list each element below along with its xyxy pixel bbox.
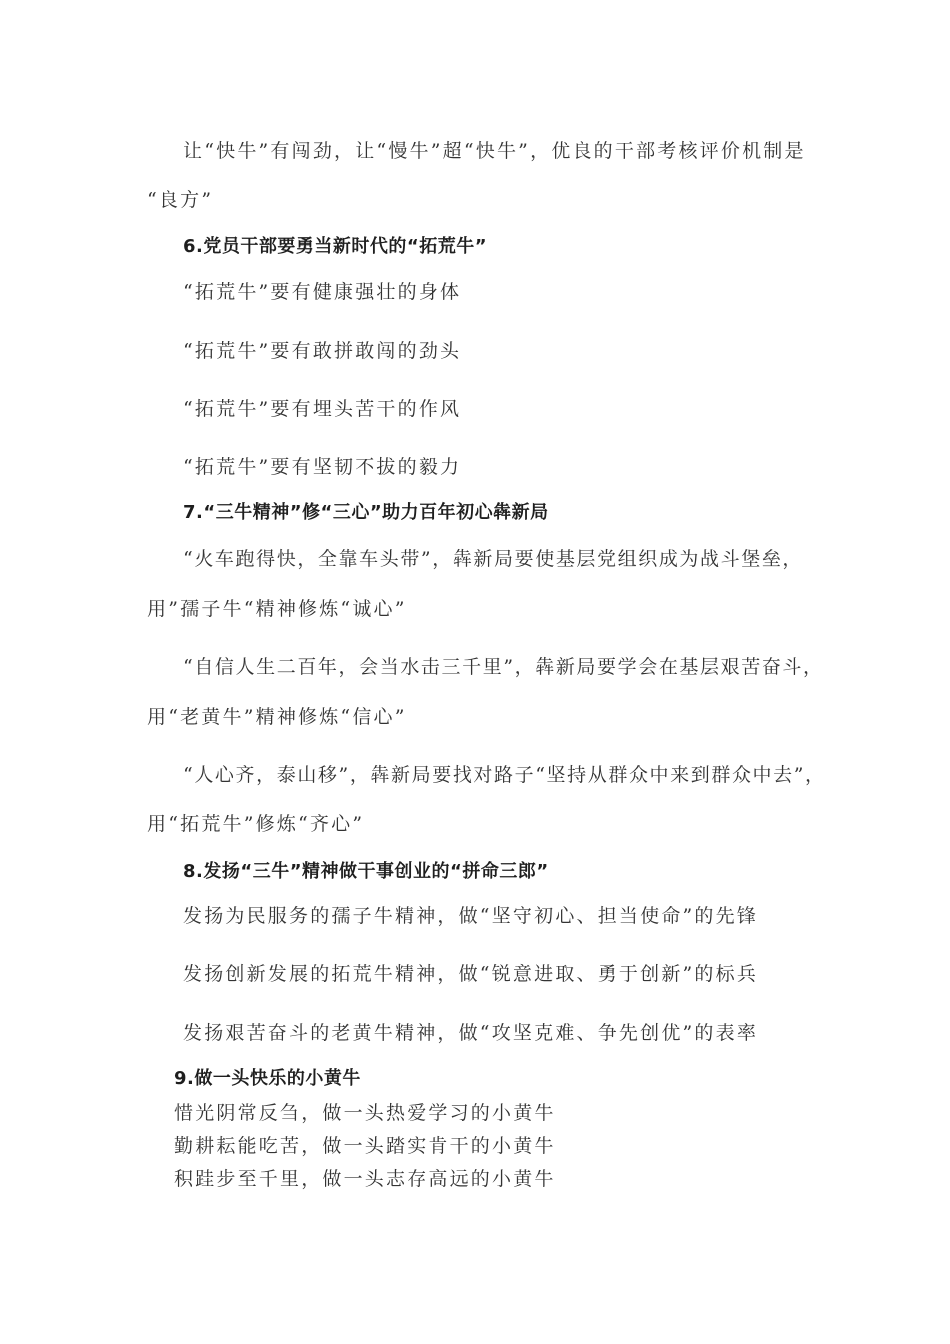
section-7-paragraph-3-line-1: “人心齐，泰山移”，犇新局要找对路子“坚持从群众中来到群众中去”，	[183, 764, 826, 786]
intro-line-2: “良方”	[147, 189, 214, 211]
section-7-paragraph-1-line-2: 用”孺子牛“精神修炼“诚心”	[147, 598, 407, 620]
section-6-item: “拓荒牛”要有埋头苦干的作风	[183, 398, 462, 420]
section-8-item: 发扬艰苦奋斗的老黄牛精神，做“攻坚克难、争先创优”的表率	[183, 1022, 759, 1044]
section-7-paragraph-3-line-2: 用“拓荒牛”修炼“齐心”	[147, 813, 365, 835]
section-6-item: “拓荒牛”要有健康强壮的身体	[183, 281, 462, 303]
section-6-item: “拓荒牛”要有坚韧不拔的毅力	[183, 456, 462, 478]
section-6-heading: 6.党员干部要勇当新时代的“拓荒牛”	[183, 236, 488, 257]
section-9-item: 勤耕耘能吃苦，做一头踏实肯干的小黄牛	[174, 1135, 556, 1157]
section-6-item: “拓荒牛”要有敢拼敢闯的劲头	[183, 340, 462, 362]
section-7-paragraph-2-line-2: 用“老黄牛”精神修炼“信心”	[147, 706, 407, 728]
section-7-paragraph-1-line-1: “火车跑得快，全靠车头带”，犇新局要使基层党组织成为战斗堡垒，	[183, 548, 804, 570]
section-8-heading: 8.发扬“三牛”精神做干事创业的“拼命三郎”	[183, 861, 549, 882]
section-9-item: 积跬步至千里，做一头志存高远的小黄牛	[174, 1168, 556, 1190]
intro-line-1: 让“快牛”有闯劲，让“慢牛”超“快牛”，优良的干部考核评价机制是	[183, 140, 806, 162]
section-9-item: 惜光阴常反刍，做一头热爱学习的小黄牛	[174, 1102, 556, 1124]
section-9-heading: 9.做一头快乐的小黄牛	[174, 1068, 361, 1089]
section-7-paragraph-2-line-1: “自信人生二百年，会当水击三千里”，犇新局要学会在基层艰苦奋斗，	[183, 656, 824, 678]
section-8-item: 发扬为民服务的孺子牛精神，做“坚守初心、担当使命”的先锋	[183, 905, 759, 927]
section-7-heading: 7.“三牛精神”修“三心”助力百年初心犇新局	[183, 502, 549, 523]
section-8-item: 发扬创新发展的拓荒牛精神，做“锐意进取、勇于创新”的标兵	[183, 963, 759, 985]
